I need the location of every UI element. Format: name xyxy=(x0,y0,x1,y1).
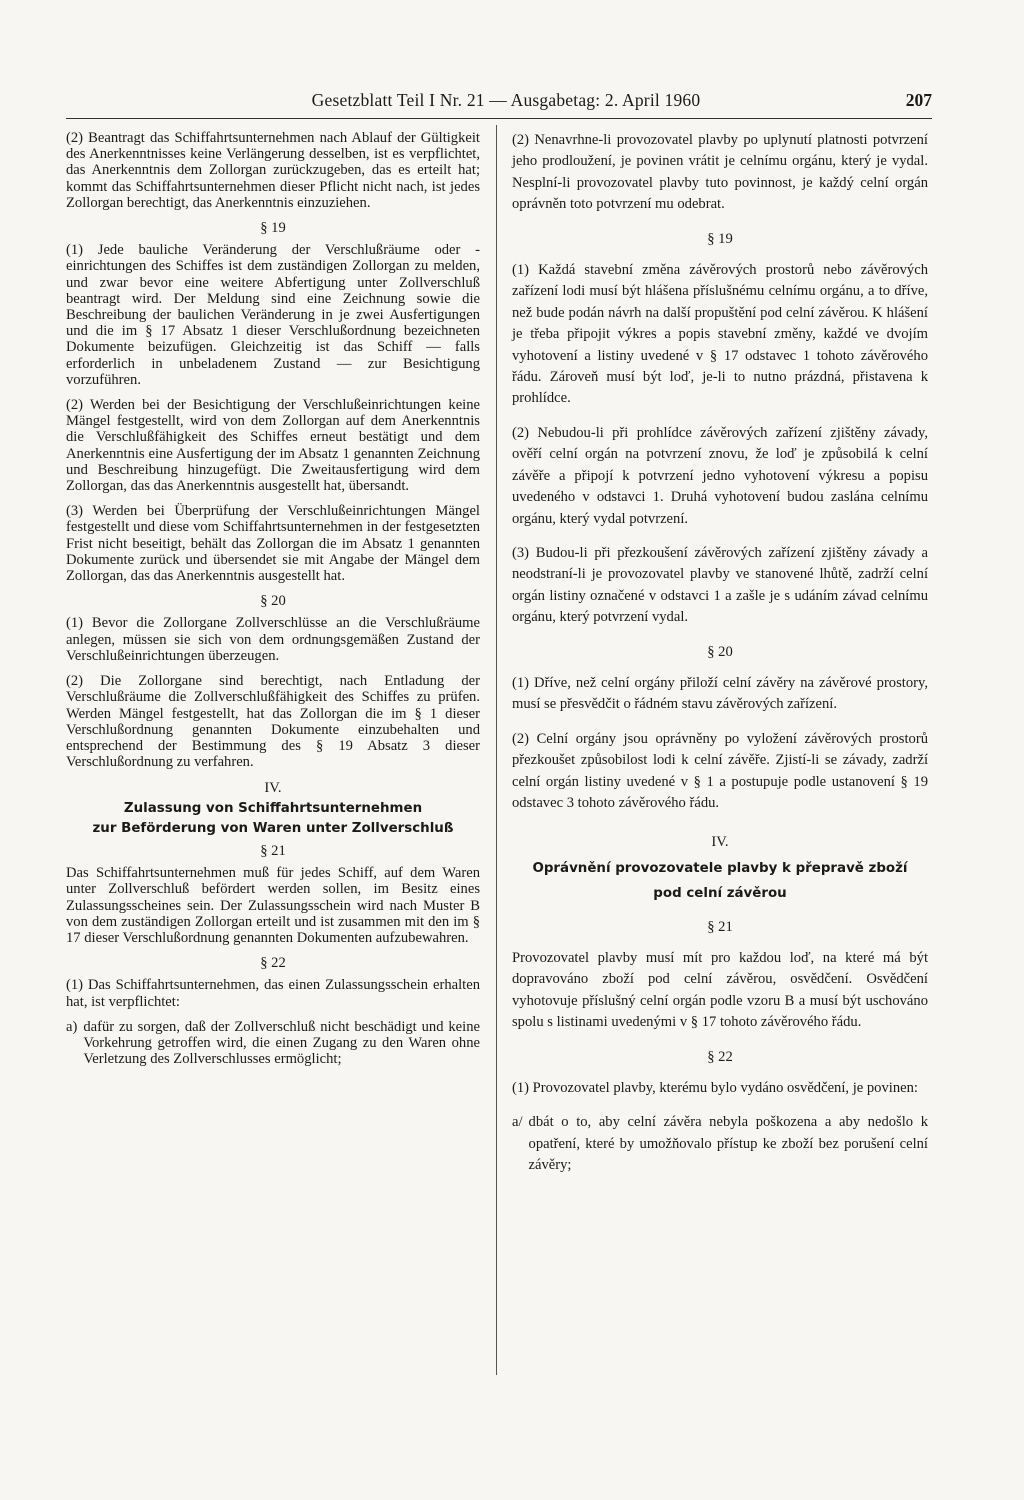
running-title: Gesetzblatt Teil I Nr. 21 — Ausgabetag: 2. April 1960 xyxy=(311,90,701,110)
column-divider xyxy=(496,125,497,1375)
part-title-line: Oprávnění provozovatele plavby k přepravě zboží xyxy=(532,860,908,876)
paragraph: (1) Jede bauliche Veränderung der Verschlußräume oder -einrichtungen des Schiffes ist dem zuständigen Zollorgan zu melden, und zwar bevor eine weitere Abfertigung unter Zollverschluß beantragt wird. Der Meldung sind eine Zeichnung sowie die Beschreibung der baulichen Veränderung in je zwei Ausfertigungen und die im § 17 Absatz 1 dieser Verschlußordnung bezeichneten Dokumente beizufügen. Gleichzeitig ist das Schiff — falls erforderlich in unbeladenem Zustand — zur Besichtigung vorzuführen. xyxy=(66,242,480,388)
paragraph: (3) Werden bei Überprüfung der Verschlußeinrichtungen Mängel festgestellt und diese vom Schiffahrtsunternehmen in der festgesetzten Frist nicht beseitigt, behält das Zollorgan die im Absatz 1 genannten Dokumente zurück und übersendet sie mit Angabe der Mängel dem Zollorgan, das das Anerkenntnis ausgestellt hat. xyxy=(66,503,480,585)
list-item-label: a/ xyxy=(512,1114,523,1131)
list-item-text: dbát o to, aby celní závěra nebyla poškozena a aby nedošlo k opatření, které by umožňovalo přístup ke zboží bez porušení celní závěry; xyxy=(528,1114,928,1174)
german-column xyxy=(66,130,480,1067)
section-heading: § 22 xyxy=(260,955,286,972)
paragraph: (2) Nebudou-li při prohlídce závěrových zařízení zjištěny závady, ověří celní orgán na potvrzení znovu, že loď je způsobilá k celní závěře a připojí k potvrzení jedno vyhotovení výkresu a popisu uvedeného v odstavci 1. Druhá vyhotovení budou zaslána celnímu orgánu, který vydal potvrzení. xyxy=(512,424,928,527)
list-item xyxy=(66,1019,480,1068)
section-heading: § 22 xyxy=(707,1048,733,1065)
paragraph: (2) Nenavrhne-li provozovatel plavby po uplynutí platnosti potvrzení jeho prodloužení, je povinen vrátit je celnímu orgánu, který je vydal. Nesplní-li provozovatel plavby tuto povinnost, je každý celní orgán oprávněn toto potvrzení mu odebrat. xyxy=(512,132,928,213)
paragraph: (1) Das Schiffahrtsunternehmen, das einen Zulassungsschein erhalten hat, ist verpflichtet: xyxy=(66,977,480,1010)
part-title-line: zur Beförderung von Waren unter Zollverschluß xyxy=(92,820,454,836)
paragraph: (2) Beantragt das Schiffahrtsunternehmen nach Ablauf der Gültigkeit des Anerkenntnisses keine Verlängerung desselben, ist es verpflichtet, das Anerkenntnis dem Zollorgan zurückzugeben, das es erteilt hat; kommt das Schiffahrtsunternehmen dieser Pflicht nicht nach, ist jedes Zollorgan berechtigt, das Anerkenntnis einzuziehen. xyxy=(66,130,480,211)
list-item-label: a) xyxy=(66,1018,78,1035)
section-heading: § 21 xyxy=(707,918,733,935)
part-heading: IV. xyxy=(711,834,729,851)
page-number: 207 xyxy=(905,90,932,110)
section-heading: § 19 xyxy=(260,220,286,237)
section-heading: § 20 xyxy=(707,643,733,660)
list-item xyxy=(512,1112,928,1176)
paragraph: (1) Bevor die Zollorgane Zollverschlüsse an die Verschlußräume anlegen, müssen sie sich von dem ordnungsgemäßen Zustand der Verschlußeinrichtungen überzeugen. xyxy=(66,615,480,664)
paragraph: (2) Werden bei der Besichtigung der Verschlußeinrichtungen keine Mängel festgestellt, wird von dem Zollorgan auf dem Anerkenntnis die Verschlußfähigkeit des Schiffes erneut bestätigt und dem Anerkenntnis eine Ausfertigung der im Absatz 1 genannten Zeichnung und Beschreibung hinzugefügt. Die Zweitausfertigung wird dem Zollorgan, das das Anerkenntnis ausgestellt hat, übersandt. xyxy=(66,397,480,495)
paragraph: Das Schiffahrtsunternehmen muß für jedes Schiff, auf dem Waren unter Zollverschluß befördert werden sollen, im Besitz eines Zulassungsscheines sein. Der Zulassungsschein wird nach Muster B von dem zuständigen Zollorgan erteilt und ist zusammen mit den im § 17 dieser Verschlußordnung genannten Dokumenten aufzubewahren. xyxy=(66,865,480,946)
paragraph: (2) Celní orgány jsou oprávněny po vyložení závěrových prostorů přezkoušet způsobilost lodi k celní závěře. Zjistí-li se závady, zadrží celní orgán listiny uvedené v § 1 a postupuje podle ustanovení § 19 odstavec 3 tohoto závěrového řádu. xyxy=(512,730,928,811)
paragraph: (1) Dříve, než celní orgány přiloží celní závěry na závěrové prostory, musí se přesvědčit o řádném stavu závěrových zařízení. xyxy=(512,674,928,713)
paragraph: (2) Die Zollorgane sind berechtigt, nach Entladung der Verschlußräume die Zollverschlußfähigkeit des Schiffes zu prüfen. Werden Mängel festgestellt, hat das Zollorgan die im § 1 dieser Verschlußordnung genannten Dokumente einzubehalten und entsprechend der Bestimmung des § 19 Absatz 3 dieser Verschlußordnung zu verfahren. xyxy=(66,673,480,771)
list-item-text: dafür zu sorgen, daß der Zollverschluß nicht beschädigt und keine Vorkehrung getroffen wird, die einen Zugang zu den Waren ohne Verletzung des Zollverschlusses ermöglicht; xyxy=(83,1018,480,1068)
part-heading: IV. xyxy=(264,780,282,797)
section-heading: § 21 xyxy=(260,842,286,859)
paragraph: (1) Provozovatel plavby, kterému bylo vydáno osvědčení, je povinen: xyxy=(512,1080,918,1097)
page-header xyxy=(66,90,932,116)
section-heading: § 20 xyxy=(260,593,286,610)
part-title-line: pod celní závěrou xyxy=(653,886,787,902)
header-rule xyxy=(66,118,932,119)
part-title-line: Zulassung von Schiffahrtsunternehmen xyxy=(123,800,423,816)
paragraph: (1) Každá stavební změna závěrových prostorů nebo závěrových zařízení lodi musí být hlášena příslušnému celnímu orgánu, a to dříve, než bude podán návrh na další propuštění pod celní závěrou. K hlášení je třeba připojit výkres a popis stavební změny, každé ve dvojím vyhotovení a listiny uvedené v § 17 odstavec 1 tohoto závěrového řádu. Zároveň musí být loď, je-li to nutno prázdná, přistavena k prohlídce. xyxy=(512,262,928,407)
czech-column xyxy=(512,130,928,1177)
paragraph: (3) Budou-li při přezkoušení závěrových zařízení zjištěny závady a neodstraní-li je provozovatel plavby ve stanovené lhůtě, zadrží celní orgán listiny označené v odstavci 1 a zašle je s udáním závad celnímu orgánu, který potvrzení vydal. xyxy=(512,544,928,626)
section-heading: § 19 xyxy=(707,230,733,247)
paragraph: Provozovatel plavby musí mít pro každou loď, na které má být dopravováno zboží pod celní závěrou, osvědčení. Osvědčení vyhotovuje příslušný celní orgán podle vzoru B a musí být uschováno spolu s listinami uvedenými v § 17 tohoto závěrového řádu. xyxy=(512,950,928,1031)
